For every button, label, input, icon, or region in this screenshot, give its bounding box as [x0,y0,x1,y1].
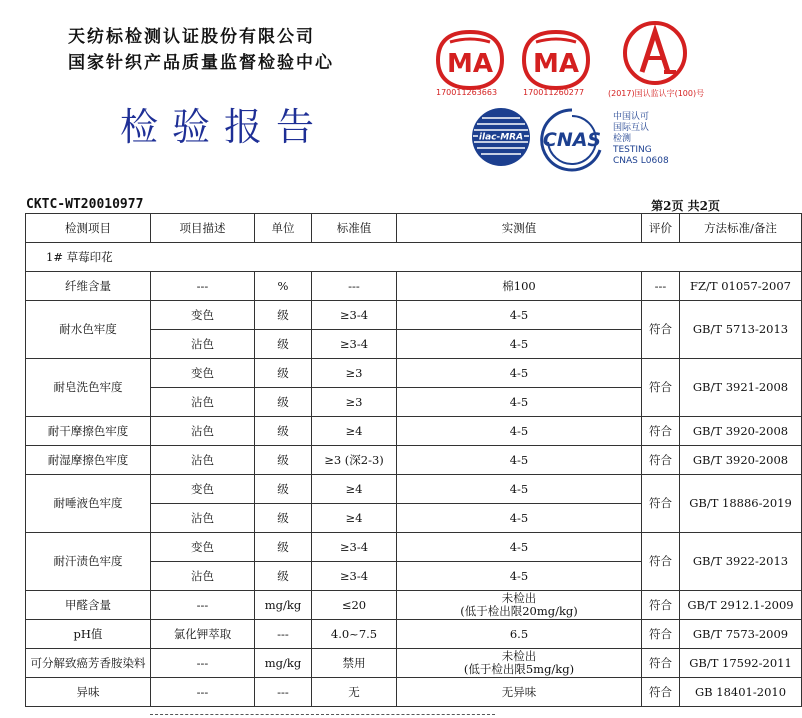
std-cell: ≥4 [312,417,397,446]
cnas-line-3: 检测 [613,134,632,144]
cma-logo-2-text: MA [533,49,579,79]
section-row [26,243,802,272]
value-cell: 4-5 [397,446,642,475]
eval-cell: 符合 [642,475,680,533]
desc-cell: --- [151,272,255,301]
desc-cell: --- [151,678,255,707]
value-cell: 4-5 [397,330,642,359]
cnas-line-2: 国际互认 [613,123,650,133]
std-cell: 4.0~7.5 [312,620,397,649]
results-table [25,213,802,707]
value-cell: 4-5 [397,359,642,388]
eval-cell: 符合 [642,359,680,417]
method-cell: FZ/T 01057-2007 [680,272,802,301]
ilac-mra-text: ilac-MRA [478,132,524,143]
org-name-line2: 国家针织产品质量监督检验中心 [68,53,334,73]
col-header: 单位 [255,214,312,243]
std-cell: ≥4 [312,475,397,504]
cnas-accreditation-text [613,112,669,167]
table-row [26,678,802,707]
eval-cell: 符合 [642,301,680,359]
item-cell: 异味 [26,678,151,707]
eval-cell: 符合 [642,649,680,678]
cma-number-1: 170011263663 [436,88,498,97]
cma-logo-2 [522,30,590,90]
unit-cell: --- [255,620,312,649]
unit-cell: mg/kg [255,591,312,620]
value-cell: 棉100 [397,272,642,301]
desc-cell: 沾色 [151,388,255,417]
desc-cell: 变色 [151,533,255,562]
col-header: 检测项目 [26,214,151,243]
unit-cell: 级 [255,562,312,591]
cnas-line-1: 中国认可 [613,112,650,122]
report-number: CKTC-WT20010977 [26,197,144,212]
table-row [26,620,802,649]
item-cell: pH值 [26,620,151,649]
std-cell: ≥4 [312,504,397,533]
value-cell [397,649,642,678]
unit-cell: 级 [255,301,312,330]
item-cell: 耐皂洗色牢度 [26,359,151,417]
section-label: 1# 草莓印花 [26,243,802,272]
eval-cell: 符合 [642,533,680,591]
table-row [26,272,802,301]
item-cell: 甲醛含量 [26,591,151,620]
cma-number-2: 170011260277 [523,88,585,97]
std-cell: ≥3-4 [312,562,397,591]
desc-cell: --- [151,649,255,678]
method-cell: GB/T 17592-2011 [680,649,802,678]
eval-cell: 符合 [642,591,680,620]
value-line-1: 未检出 [501,591,537,605]
std-cell: ≤20 [312,591,397,620]
desc-cell: 氯化钾萃取 [151,620,255,649]
item-cell: 耐汗渍色牢度 [26,533,151,591]
item-cell: 耐湿摩擦色牢度 [26,446,151,475]
desc-cell: 变色 [151,359,255,388]
eval-cell: 符合 [642,417,680,446]
ilac-mra-logo [470,106,532,168]
std-cell: 无 [312,678,397,707]
eval-cell: 符合 [642,620,680,649]
unit-cell: 级 [255,504,312,533]
eval-cell: 符合 [642,678,680,707]
col-header: 实测值 [397,214,642,243]
value-cell: 4-5 [397,504,642,533]
value-cell: 4-5 [397,562,642,591]
item-cell: 耐水色牢度 [26,301,151,359]
std-cell: 禁用 [312,649,397,678]
unit-cell: 级 [255,533,312,562]
eval-cell: 符合 [642,446,680,475]
cnas-line-5: CNAS L0608 [613,156,669,166]
unit-cell: 级 [255,417,312,446]
cma-logo [436,30,504,90]
method-cell: GB/T 2912.1-2009 [680,591,802,620]
method-cell: GB/T 3920-2008 [680,446,802,475]
col-header: 标准值 [312,214,397,243]
desc-cell: 变色 [151,301,255,330]
method-cell: GB/T 3922-2013 [680,533,802,591]
cal-logo [620,20,690,86]
value-cell: 4-5 [397,301,642,330]
std-cell: ≥3 (深2-3) [312,446,397,475]
value-cell: 4-5 [397,475,642,504]
std-cell: ≥3 [312,388,397,417]
value-line-2: (低于检出限5mg/kg) [463,662,575,676]
table-row [26,417,802,446]
table-row [26,475,802,504]
col-header: 项目描述 [151,214,255,243]
unit-cell: mg/kg [255,649,312,678]
std-cell: ≥3 [312,359,397,388]
method-cell: GB/T 3921-2008 [680,359,802,417]
item-cell: 纤维含量 [26,272,151,301]
value-cell: 4-5 [397,388,642,417]
desc-cell: 变色 [151,475,255,504]
org-name-line1: 天纺标检测认证股份有限公司 [68,27,315,47]
value-line-2: (低于检出限20mg/kg) [460,604,578,618]
report-title: 检验报告 [120,105,329,149]
value-cell: 无异味 [397,678,642,707]
unit-cell: 级 [255,330,312,359]
value-line-1: 未检出 [501,649,537,663]
desc-cell: 沾色 [151,417,255,446]
table-header-row [26,214,802,243]
method-cell: GB/T 18886-2019 [680,475,802,533]
unit-cell: --- [255,678,312,707]
item-cell: 耐唾液色牢度 [26,475,151,533]
footer-divider [150,714,495,715]
cal-number: (2017)国认监认字(100)号 [608,89,705,98]
cnas-logo [534,106,610,172]
table-row [26,301,802,330]
table-row [26,533,802,562]
method-cell: GB/T 5713-2013 [680,301,802,359]
table-row [26,446,802,475]
method-cell: GB 18401-2010 [680,678,802,707]
std-cell: ≥3-4 [312,533,397,562]
desc-cell: 沾色 [151,562,255,591]
unit-cell: 级 [255,388,312,417]
item-cell: 耐干摩擦色牢度 [26,417,151,446]
value-cell: 4-5 [397,417,642,446]
col-header: 方法标准/备注 [680,214,802,243]
desc-cell: --- [151,591,255,620]
unit-cell: 级 [255,446,312,475]
value-cell: 6.5 [397,620,642,649]
method-cell: GB/T 3920-2008 [680,417,802,446]
table-row [26,359,802,388]
desc-cell: 沾色 [151,504,255,533]
col-header: 评价 [642,214,680,243]
page-number: 第2页 共2页 [651,199,720,213]
table-row [26,649,802,678]
desc-cell: 沾色 [151,446,255,475]
cnas-logo-text: CNAS [542,129,602,151]
value-cell: 4-5 [397,533,642,562]
method-cell: GB/T 7573-2009 [680,620,802,649]
desc-cell: 沾色 [151,330,255,359]
unit-cell: % [255,272,312,301]
unit-cell: 级 [255,475,312,504]
std-cell: --- [312,272,397,301]
std-cell: ≥3-4 [312,330,397,359]
std-cell: ≥3-4 [312,301,397,330]
item-cell: 可分解致癌芳香胺染料 [26,649,151,678]
cma-logo-text: MA [447,49,493,79]
table-row [26,591,802,620]
value-cell [397,591,642,620]
cnas-line-4: TESTING [613,145,652,155]
eval-cell: --- [642,272,680,301]
unit-cell: 级 [255,359,312,388]
